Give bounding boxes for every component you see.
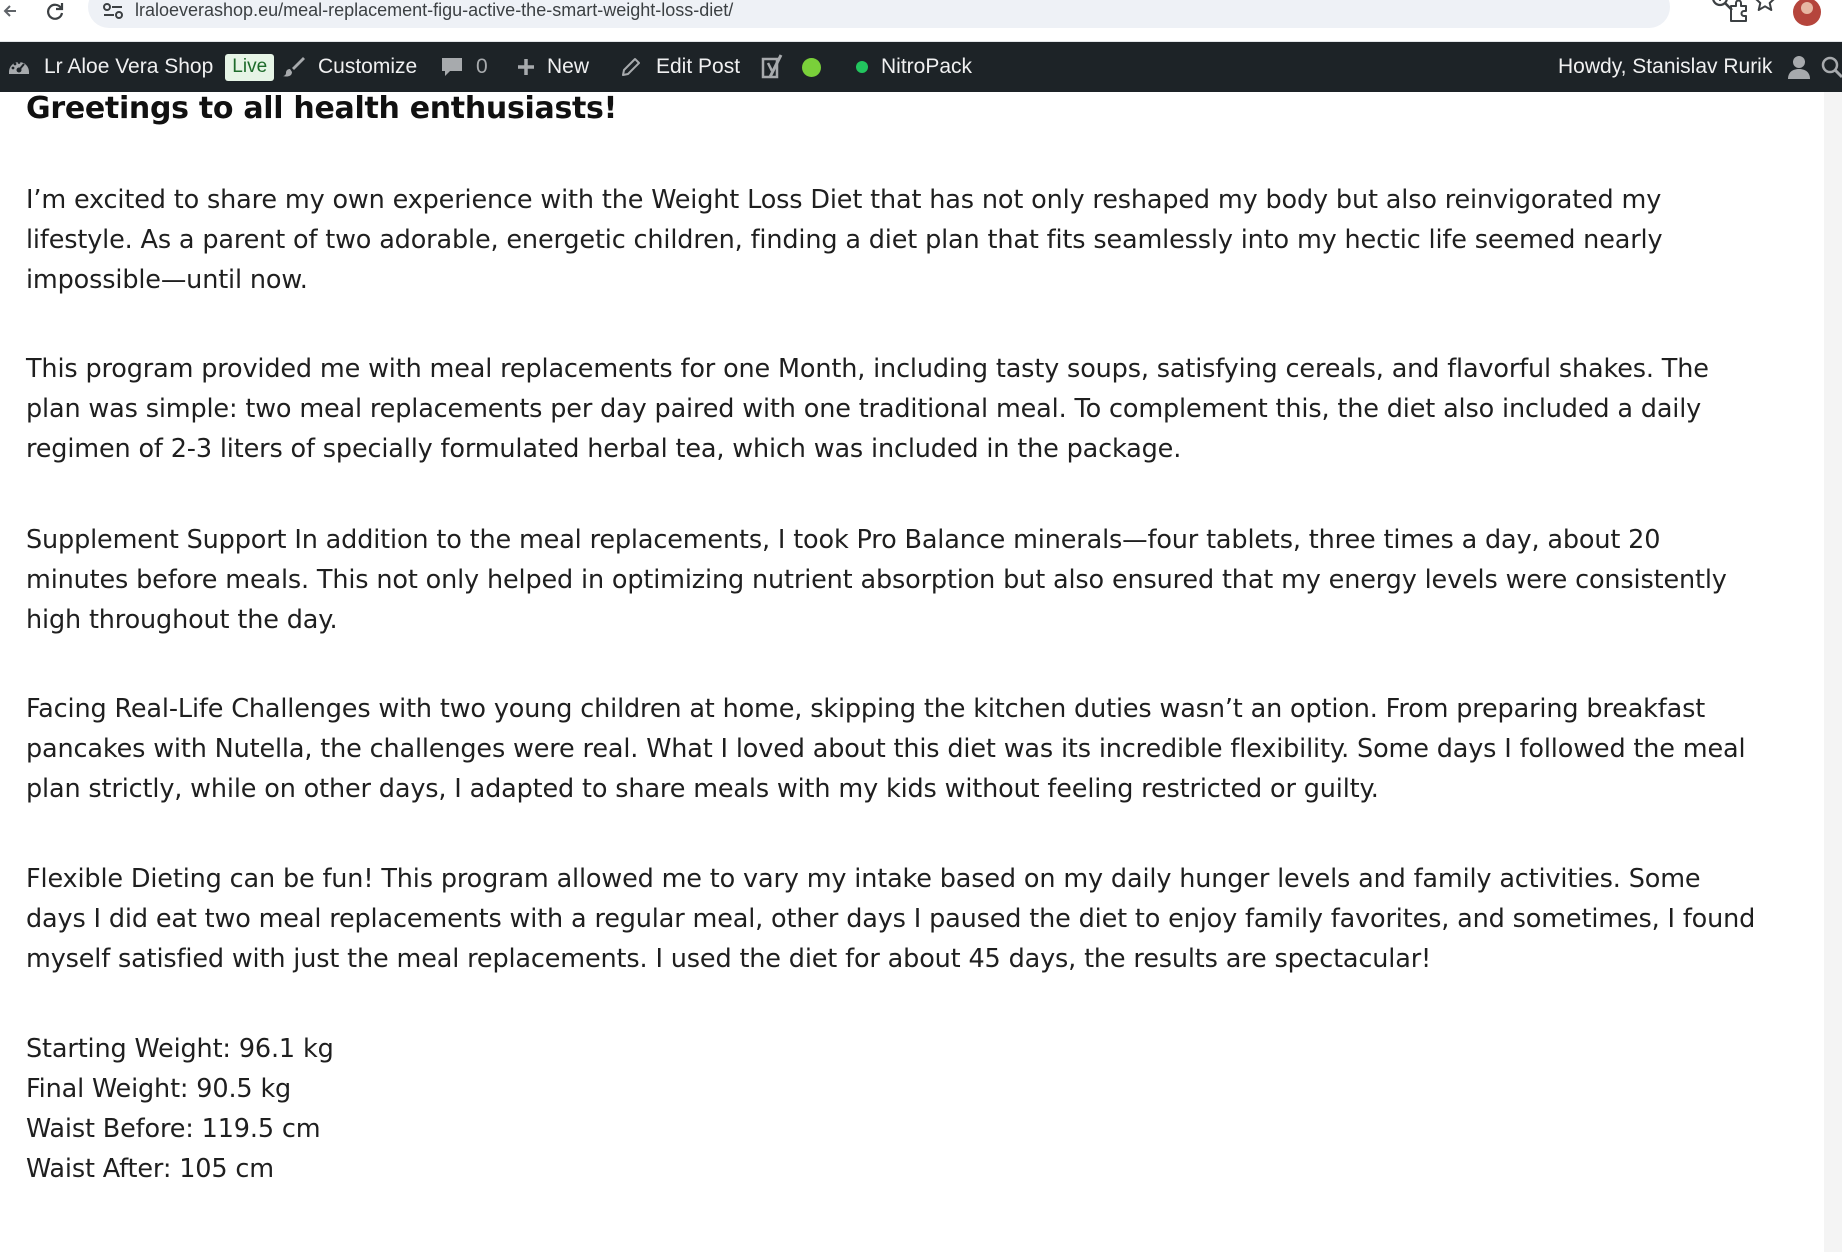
starting-weight: Starting Weight: 96.1 kg (26, 1034, 334, 1064)
address-bar[interactable] (88, 0, 1670, 28)
site-name-menu[interactable] (6, 42, 274, 92)
paintbrush-icon (282, 55, 306, 79)
pencil-icon (620, 56, 642, 78)
wp-admin-bar (0, 42, 1842, 92)
user-account-menu[interactable] (1558, 42, 1812, 92)
nitropack-menu[interactable] (856, 42, 972, 92)
new-content-button[interactable] (516, 42, 589, 92)
seo-menu[interactable] (760, 42, 821, 92)
site-info-icon[interactable] (102, 2, 124, 20)
plus-icon (516, 57, 536, 77)
user-avatar-icon (1786, 54, 1812, 80)
live-badge: Live (225, 54, 274, 81)
search-icon (1820, 55, 1842, 79)
admin-search-button[interactable] (1820, 42, 1842, 92)
customize-label: Customize (318, 55, 418, 78)
bookmark-star-icon[interactable] (1752, 0, 1778, 14)
paragraph: Facing Real-Life Challenges with two young children at home, skipping the kitchen duties wasn’t an option. From preparing breakfast pancakes with Nutella, the challenges were real. What I loved about this diet was its incredible flexibility. Some days I followed the meal plan strictly, while on other days, I adapted to share meals with my kids without feeling restricted or guilty. (26, 694, 1746, 804)
paragraph: Flexible Dieting can be fun! This program allowed me to vary my intake based on my daily hunger levels and family activities. Some days I did eat two meal replacements with a regular meal, other days I paused the diet to enjoy family favorites, and sometimes, I found myself satisfied with just the meal replacements. I used the diet for about 45 days, the results are spectacular! (26, 864, 1756, 974)
browser-toolbar (0, 0, 1842, 42)
edit-post-button[interactable] (620, 42, 740, 92)
url-text[interactable]: lraloeverashop.eu/meal-replacement-figu-active-the-smart-weight-loss-diet/ (135, 0, 734, 20)
final-weight: Final Weight: 90.5 kg (26, 1074, 292, 1104)
article-heading: Greetings to all health enthusiasts! (26, 91, 617, 126)
site-name: Lr Aloe Vera Shop (44, 55, 214, 78)
seo-status-dot (802, 58, 821, 77)
customize-button[interactable] (282, 42, 417, 92)
new-label: New (547, 55, 590, 78)
article-content (26, 91, 1766, 1184)
nitropack-label: NitroPack (881, 55, 973, 78)
results-list (26, 1029, 1766, 1189)
comments-button[interactable] (440, 42, 488, 92)
howdy-label: Howdy, Stanislav Rurik (1558, 55, 1773, 78)
nitropack-status-dot (856, 61, 868, 73)
page-scrollbar[interactable] (1824, 92, 1842, 1252)
paragraph: This program provided me with meal replacements for one Month, including tasty soups, satisfying cereals, and flavorful shakes. The plan was simple: two meal replacements per day paired with one traditional meal. To complement this, the diet also included a daily regimen of 2-3 liters of specially formulated herbal tea, which was included in the package. (26, 354, 1709, 464)
dashboard-gauge-icon (6, 54, 32, 80)
yoast-seo-icon (760, 53, 786, 81)
waist-before: Waist Before: 119.5 cm (26, 1114, 321, 1144)
back-arrow-icon[interactable] (0, 0, 26, 26)
waist-after: Waist After: 105 cm (26, 1154, 274, 1184)
reload-icon[interactable] (40, 0, 70, 26)
comment-bubble-icon (440, 55, 464, 79)
comments-count: 0 (476, 55, 488, 78)
paragraph: Supplement Support In addition to the meal replacements, I took Pro Balance minerals—four tablets, three times a day, about 20 minutes before meals. This not only helped in optimizing nutrient absorption but also ensured that my energy levels were consistently high throughout the day. (26, 525, 1727, 635)
paragraph: I’m excited to share my own experience with the Weight Loss Diet that has not only reshaped my body but also reinvigorated my lifestyle. As a parent of two adorable, energetic children, finding a diet plan that fits seamlessly into my hectic life seemed nearly impossible—until now. (26, 185, 1663, 295)
edit-post-label: Edit Post (656, 55, 741, 78)
profile-avatar[interactable] (1793, 0, 1821, 26)
extensions-puzzle-icon[interactable] (1727, 0, 1753, 24)
